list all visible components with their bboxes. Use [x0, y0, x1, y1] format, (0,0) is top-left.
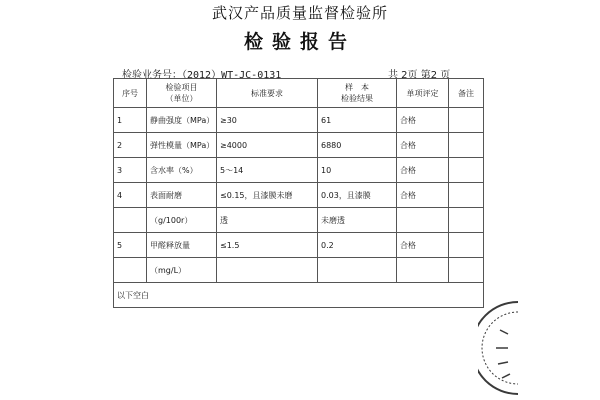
table-row [114, 158, 484, 183]
cell-item: 静曲强度（MPa） [147, 108, 217, 133]
header-item-line2: （单位） [165, 94, 198, 103]
cell-item: 含水率（%） [147, 158, 217, 183]
header-verdict: 单项评定 [397, 79, 449, 108]
cell-remark [449, 108, 484, 133]
cell-verdict: 合格 [397, 108, 449, 133]
cell-item: 表面耐磨 [147, 183, 217, 208]
header-result-line1: 样 本 [345, 83, 369, 92]
header-seq: 序号 [114, 79, 147, 108]
cell-remark [449, 208, 484, 233]
header-item [147, 79, 217, 108]
cell-standard: 透 [217, 208, 318, 233]
cell-no: 4 [114, 183, 147, 208]
cell-item: 甲醛释放量 [147, 233, 217, 258]
cell-standard [217, 258, 318, 283]
cell-result: 61 [318, 108, 397, 133]
official-stamp [478, 300, 518, 396]
table-row [114, 233, 484, 258]
cell-item: 弹性模量（MPa） [147, 133, 217, 158]
cell-verdict: 合格 [397, 183, 449, 208]
cell-verdict: 合格 [397, 233, 449, 258]
cell-no [114, 208, 147, 233]
cell-result: 0.2 [318, 233, 397, 258]
cell-result: 10 [318, 158, 397, 183]
footer-note-row [114, 283, 484, 308]
header-standard: 标准要求 [217, 79, 318, 108]
table-row [114, 133, 484, 158]
table-row [114, 208, 484, 233]
footer-note: 以下空白 [114, 283, 484, 308]
stamp-icon [478, 300, 518, 396]
cell-remark [449, 158, 484, 183]
cell-result [318, 258, 397, 283]
table-row [114, 108, 484, 133]
business-number: 检验业务号：（2012）WT-JC-0131 [122, 70, 282, 81]
header-row [114, 79, 484, 108]
organization-name: 武汉产品质量监督检验所 [211, 4, 388, 22]
cell-no: 3 [114, 158, 147, 183]
cell-no: 2 [114, 133, 147, 158]
header-result-line2: 检验结果 [341, 94, 373, 103]
header-remark: 备注 [449, 79, 484, 108]
cell-remark [449, 133, 484, 158]
cell-no: 1 [114, 108, 147, 133]
cell-result: 未磨透 [318, 208, 397, 233]
cell-item: （g/100r） [147, 208, 217, 233]
cell-verdict: 合格 [397, 158, 449, 183]
page-info: 共 2页 第2 页 [388, 70, 451, 81]
cell-remark [449, 258, 484, 283]
cell-result: 6880 [318, 133, 397, 158]
header-result [318, 79, 397, 108]
cell-verdict: 合格 [397, 133, 449, 158]
cell-standard: ≤0.15，且漆膜未磨 [217, 183, 318, 208]
cell-verdict [397, 258, 449, 283]
cell-remark [449, 233, 484, 258]
cell-standard: ≥30 [217, 108, 318, 133]
cell-result: 0.03，且漆膜 [318, 183, 397, 208]
table-row [114, 183, 484, 208]
report-title: 检验报告 [243, 31, 356, 53]
cell-standard: ≥4000 [217, 133, 318, 158]
header-item-line1: 检验项目 [165, 83, 198, 92]
cell-standard: 5～14 [217, 158, 318, 183]
cell-no: 5 [114, 233, 147, 258]
cell-no [114, 258, 147, 283]
cell-verdict [397, 208, 449, 233]
cell-item: （mg/L） [147, 258, 217, 283]
results-table [113, 78, 484, 308]
table-row [114, 258, 484, 283]
cell-remark [449, 183, 484, 208]
cell-standard: ≤1.5 [217, 233, 318, 258]
